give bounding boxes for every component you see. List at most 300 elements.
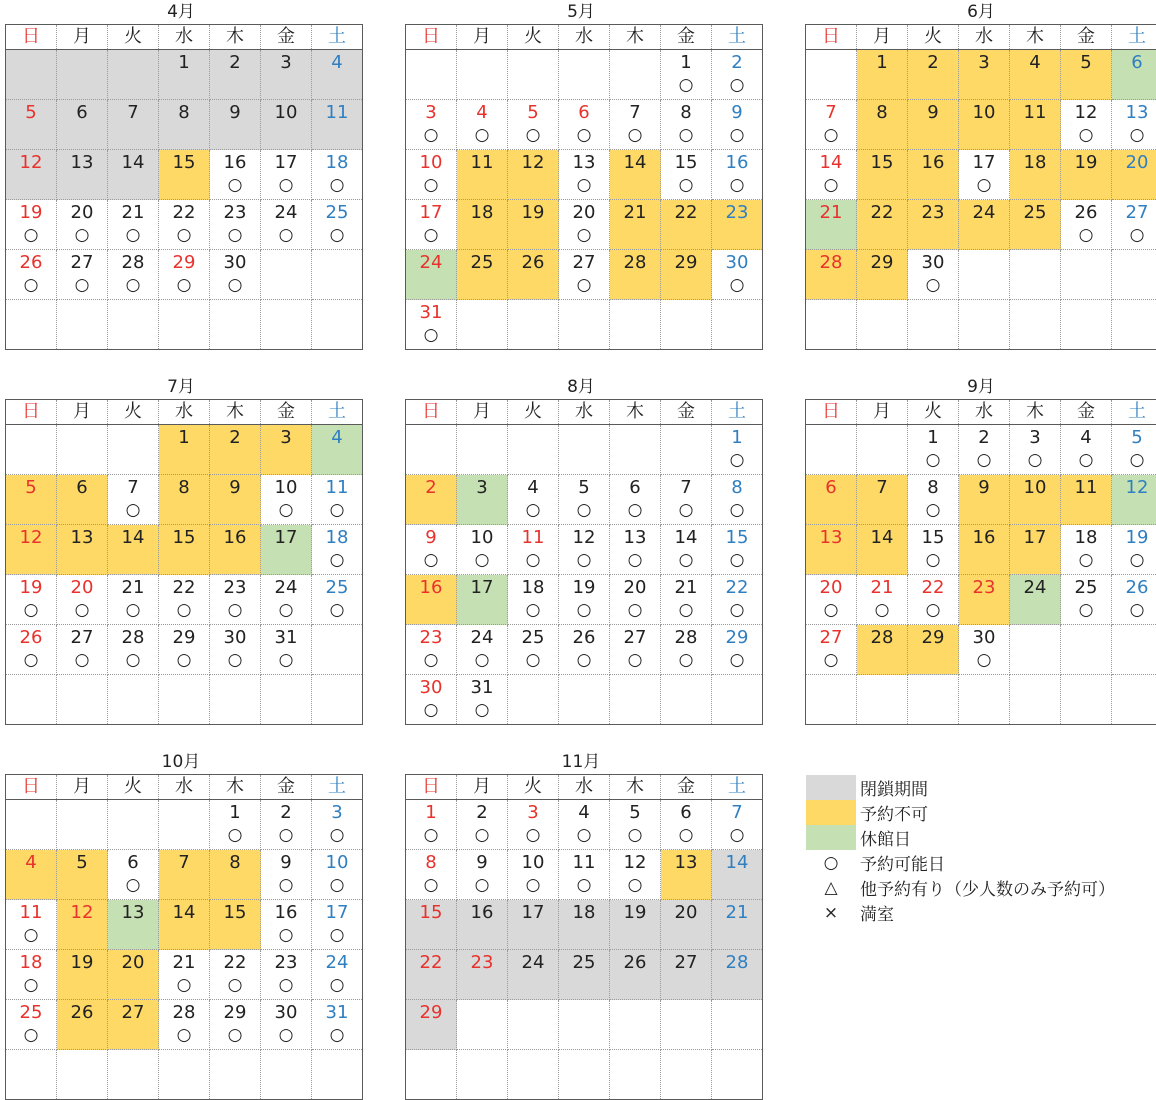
day-cell[interactable]: [1061, 575, 1112, 625]
day-cell[interactable]: [610, 625, 661, 675]
day-cell[interactable]: [857, 250, 908, 300]
day-cell[interactable]: [261, 475, 312, 525]
day-cell[interactable]: [959, 50, 1010, 100]
day-cell[interactable]: [908, 250, 959, 300]
day-cell[interactable]: [610, 800, 661, 850]
day-cell[interactable]: [210, 250, 261, 300]
day-cell[interactable]: [57, 525, 108, 575]
day-cell[interactable]: [1061, 100, 1112, 150]
available-mark-icon: ○: [508, 599, 558, 621]
day-cell[interactable]: [406, 625, 457, 675]
day-cell[interactable]: [559, 950, 610, 1000]
day-cell[interactable]: [1112, 525, 1156, 575]
day-cell[interactable]: [508, 625, 559, 675]
day-number: 25: [312, 202, 362, 224]
day-cell[interactable]: [1112, 150, 1156, 200]
weekday-label: 木: [610, 25, 661, 50]
day-cell[interactable]: [210, 425, 261, 475]
empty-cell: [857, 675, 908, 725]
weekday-header: [406, 400, 763, 425]
week-row: [406, 200, 763, 250]
day-cell[interactable]: [261, 200, 312, 250]
day-cell[interactable]: [712, 250, 763, 300]
day-cell[interactable]: [508, 150, 559, 200]
day-cell[interactable]: [406, 575, 457, 625]
day-cell[interactable]: [261, 900, 312, 950]
day-cell[interactable]: [661, 625, 712, 675]
day-cell[interactable]: [210, 900, 261, 950]
day-cell[interactable]: [406, 1000, 457, 1050]
week-row: [406, 150, 763, 200]
day-cell[interactable]: [661, 200, 712, 250]
empty-cell: [312, 625, 363, 675]
day-cell[interactable]: [57, 625, 108, 675]
day-cell[interactable]: [457, 250, 508, 300]
day-cell[interactable]: [610, 900, 661, 950]
day-cell[interactable]: [159, 475, 210, 525]
day-cell[interactable]: [210, 200, 261, 250]
day-cell[interactable]: [712, 200, 763, 250]
day-cell[interactable]: [406, 525, 457, 575]
empty-cell: [57, 300, 108, 350]
day-cell[interactable]: [712, 50, 763, 100]
day-number: 25: [457, 252, 507, 274]
day-cell[interactable]: [57, 100, 108, 150]
day-cell[interactable]: [1010, 525, 1061, 575]
day-cell[interactable]: [1010, 100, 1061, 150]
day-cell[interactable]: [806, 525, 857, 575]
available-mark-icon: ○: [908, 499, 958, 521]
day-number: 14: [712, 852, 762, 874]
day-cell[interactable]: [908, 425, 959, 475]
day-cell[interactable]: [1112, 200, 1156, 250]
day-cell[interactable]: [908, 100, 959, 150]
day-cell[interactable]: [1010, 150, 1061, 200]
day-cell[interactable]: [857, 625, 908, 675]
day-cell[interactable]: [857, 575, 908, 625]
day-number: 8: [857, 102, 907, 124]
day-cell[interactable]: [610, 200, 661, 250]
day-cell[interactable]: [159, 200, 210, 250]
day-cell[interactable]: [6, 200, 57, 250]
day-cell[interactable]: [210, 150, 261, 200]
day-cell[interactable]: [610, 850, 661, 900]
day-cell[interactable]: [610, 150, 661, 200]
day-number: 24: [261, 577, 311, 599]
day-cell[interactable]: [806, 150, 857, 200]
day-cell[interactable]: [1010, 50, 1061, 100]
day-cell[interactable]: [1010, 575, 1061, 625]
day-cell[interactable]: [1010, 200, 1061, 250]
day-cell[interactable]: [508, 800, 559, 850]
day-cell[interactable]: [661, 950, 712, 1000]
day-cell[interactable]: [457, 525, 508, 575]
day-cell[interactable]: [457, 150, 508, 200]
day-cell[interactable]: [312, 50, 363, 100]
day-cell[interactable]: [406, 150, 457, 200]
day-cell[interactable]: [210, 625, 261, 675]
day-number: 12: [6, 152, 56, 174]
month-table: [805, 24, 1156, 350]
day-cell[interactable]: [261, 625, 312, 675]
day-cell[interactable]: [661, 800, 712, 850]
day-cell[interactable]: [1112, 475, 1156, 525]
day-cell[interactable]: [457, 950, 508, 1000]
day-cell[interactable]: [559, 850, 610, 900]
day-cell[interactable]: [712, 475, 763, 525]
day-cell[interactable]: [1061, 475, 1112, 525]
day-number: 30: [261, 1002, 311, 1024]
day-cell[interactable]: [457, 200, 508, 250]
day-cell[interactable]: [908, 525, 959, 575]
day-cell[interactable]: [508, 525, 559, 575]
day-cell[interactable]: [712, 425, 763, 475]
empty-cell: [108, 300, 159, 350]
day-cell[interactable]: [57, 200, 108, 250]
day-cell[interactable]: [508, 250, 559, 300]
day-number: 1: [159, 427, 209, 449]
day-cell[interactable]: [508, 900, 559, 950]
day-cell[interactable]: [559, 525, 610, 575]
day-cell[interactable]: [908, 575, 959, 625]
day-cell[interactable]: [312, 575, 363, 625]
day-cell[interactable]: [1112, 50, 1156, 100]
day-cell[interactable]: [712, 850, 763, 900]
day-cell[interactable]: [159, 50, 210, 100]
day-cell[interactable]: [159, 425, 210, 475]
day-cell[interactable]: [6, 1000, 57, 1050]
day-number: 15: [159, 152, 209, 174]
day-cell[interactable]: [908, 475, 959, 525]
day-cell[interactable]: [108, 900, 159, 950]
day-cell[interactable]: [661, 850, 712, 900]
day-cell[interactable]: [159, 850, 210, 900]
day-cell[interactable]: [1061, 150, 1112, 200]
day-cell[interactable]: [559, 150, 610, 200]
day-cell[interactable]: [857, 475, 908, 525]
week-row: [806, 475, 1156, 525]
day-cell[interactable]: [908, 150, 959, 200]
day-cell[interactable]: [1112, 575, 1156, 625]
day-cell[interactable]: [857, 525, 908, 575]
available-mark-icon: ○: [908, 549, 958, 571]
day-cell[interactable]: [57, 900, 108, 950]
legend-row-unavailable: [806, 800, 1156, 825]
day-cell[interactable]: [457, 800, 508, 850]
day-cell[interactable]: [159, 525, 210, 575]
day-cell[interactable]: [559, 625, 610, 675]
available-mark-icon: ○: [712, 74, 762, 96]
day-number: 11: [312, 102, 362, 124]
day-cell[interactable]: [959, 100, 1010, 150]
day-cell[interactable]: [559, 475, 610, 525]
day-cell[interactable]: [1112, 100, 1156, 150]
day-cell[interactable]: [712, 800, 763, 850]
day-cell[interactable]: [806, 575, 857, 625]
empty-cell: [261, 675, 312, 725]
day-cell[interactable]: [108, 850, 159, 900]
day-cell[interactable]: [712, 100, 763, 150]
day-cell[interactable]: [610, 250, 661, 300]
day-cell[interactable]: [159, 625, 210, 675]
day-cell[interactable]: [108, 1000, 159, 1050]
day-cell[interactable]: [108, 950, 159, 1000]
day-cell[interactable]: [57, 850, 108, 900]
day-cell[interactable]: [457, 625, 508, 675]
day-cell[interactable]: [312, 950, 363, 1000]
day-cell[interactable]: [312, 200, 363, 250]
day-cell[interactable]: [159, 950, 210, 1000]
day-cell[interactable]: [6, 475, 57, 525]
day-cell[interactable]: [312, 475, 363, 525]
day-cell[interactable]: [508, 100, 559, 150]
day-cell[interactable]: [712, 525, 763, 575]
available-mark-icon: ○: [1061, 599, 1111, 621]
day-cell[interactable]: [6, 100, 57, 150]
day-cell[interactable]: [261, 575, 312, 625]
day-cell[interactable]: [857, 50, 908, 100]
day-number: 6: [108, 852, 158, 874]
day-cell[interactable]: [806, 625, 857, 675]
day-cell[interactable]: [712, 575, 763, 625]
day-cell[interactable]: [610, 575, 661, 625]
legend-row-partial: [806, 875, 1156, 900]
month-title: 7月: [5, 375, 357, 399]
day-cell[interactable]: [312, 525, 363, 575]
day-cell[interactable]: [959, 150, 1010, 200]
day-cell[interactable]: [210, 800, 261, 850]
day-cell[interactable]: [406, 850, 457, 900]
day-cell[interactable]: [1061, 525, 1112, 575]
day-cell[interactable]: [508, 200, 559, 250]
day-cell[interactable]: [159, 1000, 210, 1050]
day-cell[interactable]: [6, 950, 57, 1000]
day-cell[interactable]: [610, 475, 661, 525]
day-cell[interactable]: [57, 150, 108, 200]
day-cell[interactable]: [312, 850, 363, 900]
day-number: 2: [210, 427, 260, 449]
day-cell[interactable]: [210, 50, 261, 100]
day-cell[interactable]: [108, 200, 159, 250]
empty-cell: [1010, 300, 1061, 350]
day-number: 24: [261, 202, 311, 224]
day-cell[interactable]: [210, 575, 261, 625]
weekday-label: 土: [312, 400, 363, 425]
day-cell[interactable]: [159, 100, 210, 150]
day-cell[interactable]: [108, 575, 159, 625]
available-mark-icon: ○: [610, 649, 660, 671]
day-cell[interactable]: [457, 575, 508, 625]
day-number: 24: [1010, 577, 1060, 599]
day-cell[interactable]: [406, 300, 457, 350]
day-cell[interactable]: [661, 475, 712, 525]
day-cell[interactable]: [806, 100, 857, 150]
day-cell[interactable]: [712, 150, 763, 200]
day-cell[interactable]: [261, 50, 312, 100]
day-cell[interactable]: [57, 575, 108, 625]
day-number: 9: [406, 527, 456, 549]
day-cell[interactable]: [457, 100, 508, 150]
available-mark-icon: ○: [406, 124, 456, 146]
day-cell[interactable]: [6, 575, 57, 625]
day-cell[interactable]: [312, 100, 363, 150]
day-cell[interactable]: [210, 100, 261, 150]
weekday-label: 月: [57, 400, 108, 425]
day-cell[interactable]: [508, 850, 559, 900]
day-cell[interactable]: [1010, 475, 1061, 525]
day-cell[interactable]: [261, 850, 312, 900]
day-cell[interactable]: [508, 475, 559, 525]
day-cell[interactable]: [261, 800, 312, 850]
day-cell[interactable]: [610, 100, 661, 150]
day-cell[interactable]: [661, 50, 712, 100]
day-cell[interactable]: [661, 150, 712, 200]
day-cell[interactable]: [959, 575, 1010, 625]
day-cell[interactable]: [159, 575, 210, 625]
available-mark-icon: ○: [261, 874, 311, 896]
month-title: 4月: [5, 0, 357, 24]
day-cell[interactable]: [1061, 50, 1112, 100]
day-cell[interactable]: [959, 200, 1010, 250]
day-cell[interactable]: [806, 200, 857, 250]
day-cell[interactable]: [712, 625, 763, 675]
day-cell[interactable]: [6, 625, 57, 675]
day-cell[interactable]: [661, 250, 712, 300]
empty-cell: [1112, 250, 1156, 300]
day-cell[interactable]: [261, 525, 312, 575]
day-cell[interactable]: [457, 675, 508, 725]
day-cell[interactable]: [57, 250, 108, 300]
day-cell[interactable]: [312, 900, 363, 950]
day-cell[interactable]: [457, 900, 508, 950]
day-cell[interactable]: [261, 100, 312, 150]
day-cell[interactable]: [857, 100, 908, 150]
day-number: 4: [559, 802, 609, 824]
available-mark-icon: ○: [712, 174, 762, 196]
day-cell[interactable]: [312, 1000, 363, 1050]
day-cell[interactable]: [908, 625, 959, 675]
day-cell[interactable]: [6, 900, 57, 950]
day-cell[interactable]: [559, 200, 610, 250]
day-cell[interactable]: [457, 475, 508, 525]
day-cell[interactable]: [908, 200, 959, 250]
day-cell[interactable]: [661, 100, 712, 150]
day-cell[interactable]: [959, 525, 1010, 575]
day-cell[interactable]: [210, 950, 261, 1000]
day-cell[interactable]: [661, 900, 712, 950]
day-cell[interactable]: [406, 675, 457, 725]
day-cell[interactable]: [406, 250, 457, 300]
day-cell[interactable]: [261, 425, 312, 475]
day-cell[interactable]: [159, 900, 210, 950]
day-cell[interactable]: [712, 950, 763, 1000]
weekday-label: 水: [559, 25, 610, 50]
day-cell[interactable]: [1112, 425, 1156, 475]
day-cell[interactable]: [406, 200, 457, 250]
empty-cell: [661, 675, 712, 725]
available-mark-icon: ○: [406, 699, 456, 721]
day-number: 26: [6, 627, 56, 649]
day-number: 8: [712, 477, 762, 499]
day-cell[interactable]: [6, 850, 57, 900]
day-cell[interactable]: [712, 900, 763, 950]
day-cell[interactable]: [261, 150, 312, 200]
day-cell[interactable]: [959, 425, 1010, 475]
day-cell[interactable]: [108, 475, 159, 525]
day-cell[interactable]: [508, 575, 559, 625]
day-cell[interactable]: [406, 475, 457, 525]
day-cell[interactable]: [610, 525, 661, 575]
day-cell[interactable]: [108, 250, 159, 300]
day-cell[interactable]: [108, 525, 159, 575]
day-cell[interactable]: [6, 250, 57, 300]
available-mark-icon: ○: [610, 549, 660, 571]
day-cell[interactable]: [1061, 200, 1112, 250]
day-cell[interactable]: [6, 525, 57, 575]
day-cell[interactable]: [661, 525, 712, 575]
day-cell[interactable]: [57, 950, 108, 1000]
day-cell[interactable]: [312, 425, 363, 475]
weekday-label: 火: [908, 25, 959, 50]
day-cell[interactable]: [406, 100, 457, 150]
day-cell[interactable]: [108, 150, 159, 200]
day-cell[interactable]: [457, 850, 508, 900]
day-cell[interactable]: [559, 800, 610, 850]
day-cell[interactable]: [806, 475, 857, 525]
day-cell[interactable]: [108, 625, 159, 675]
day-cell[interactable]: [312, 800, 363, 850]
day-cell[interactable]: [210, 475, 261, 525]
day-cell[interactable]: [312, 150, 363, 200]
day-cell[interactable]: [661, 575, 712, 625]
day-number: 3: [312, 802, 362, 824]
day-cell[interactable]: [57, 475, 108, 525]
day-cell[interactable]: [261, 1000, 312, 1050]
day-cell[interactable]: [261, 950, 312, 1000]
day-cell[interactable]: [559, 250, 610, 300]
available-mark-icon: ○: [559, 599, 609, 621]
day-cell[interactable]: [908, 50, 959, 100]
day-cell[interactable]: [559, 100, 610, 150]
day-cell[interactable]: [1061, 425, 1112, 475]
legend-label: 予約不可: [856, 800, 928, 825]
day-cell[interactable]: [6, 150, 57, 200]
day-cell[interactable]: [1010, 425, 1061, 475]
day-cell[interactable]: [57, 1000, 108, 1050]
day-cell[interactable]: [406, 950, 457, 1000]
day-cell[interactable]: [610, 950, 661, 1000]
day-cell[interactable]: [806, 250, 857, 300]
day-cell[interactable]: [210, 850, 261, 900]
day-cell[interactable]: [159, 250, 210, 300]
day-cell[interactable]: [406, 800, 457, 850]
weekday-label: 水: [159, 400, 210, 425]
day-cell[interactable]: [857, 200, 908, 250]
day-cell[interactable]: [959, 475, 1010, 525]
day-cell[interactable]: [559, 575, 610, 625]
day-cell[interactable]: [210, 525, 261, 575]
available-mark-icon: ○: [312, 874, 362, 896]
day-cell[interactable]: [857, 150, 908, 200]
day-cell[interactable]: [159, 150, 210, 200]
day-cell[interactable]: [210, 1000, 261, 1050]
available-mark-icon: ○: [610, 824, 660, 846]
day-cell[interactable]: [108, 100, 159, 150]
day-cell[interactable]: [406, 900, 457, 950]
day-cell[interactable]: [508, 950, 559, 1000]
day-cell[interactable]: [559, 900, 610, 950]
day-cell[interactable]: [959, 625, 1010, 675]
